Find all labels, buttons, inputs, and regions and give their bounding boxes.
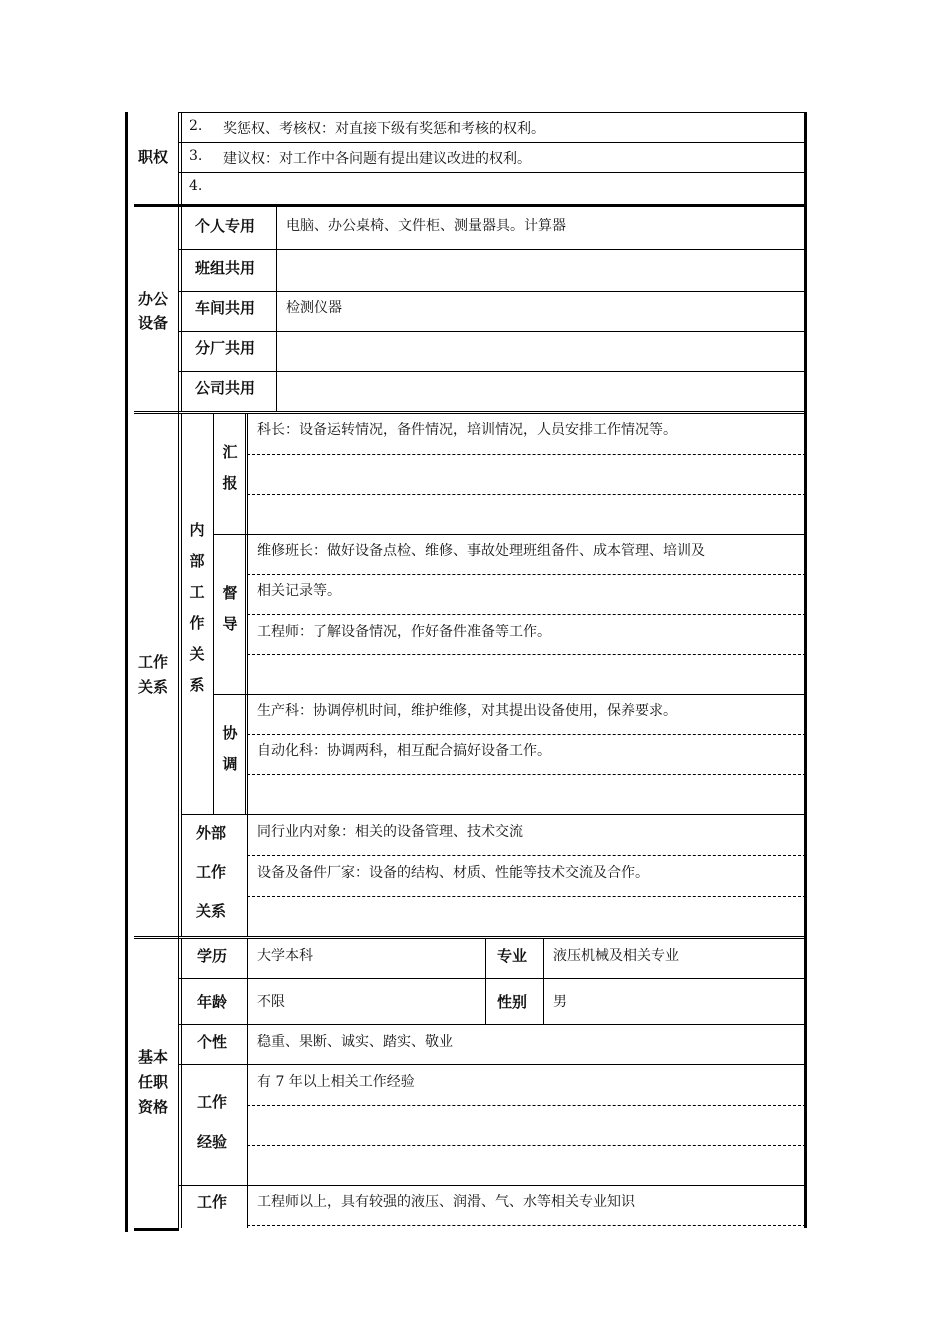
major-value: 液压机械及相关专业	[553, 948, 679, 964]
external-line: 设备及备件厂家：设备的结构、材质、性能等技术交流及合作。	[257, 865, 649, 881]
table-right-border	[804, 112, 807, 1228]
dashed-rule	[247, 1145, 806, 1146]
internal-column-divider	[213, 413, 214, 814]
dashed-rule	[247, 614, 806, 615]
dashed-rule	[247, 494, 806, 495]
gender-value: 男	[553, 994, 567, 1010]
experience-label: 工作	[197, 1093, 228, 1111]
age-label: 年龄	[197, 993, 228, 1011]
qualification-row-divider	[178, 1024, 806, 1025]
equipment-column-divider	[276, 207, 277, 412]
equipment-row-label: 车间共用	[195, 299, 256, 317]
supervise-line: 相关记录等。	[257, 583, 341, 599]
relations-section-label: 工作	[138, 653, 169, 671]
external-column-divider	[247, 814, 248, 937]
equipment-inner-border	[181, 207, 182, 412]
section-separator	[134, 204, 806, 207]
authority-row-divider	[178, 142, 806, 143]
dashed-rule	[247, 855, 806, 856]
equipment-row-divider	[178, 371, 806, 372]
education-label: 学历	[197, 947, 228, 965]
equipment-section-label: 办公	[138, 290, 169, 308]
qualification-row-divider	[178, 1064, 806, 1065]
qualification-column-divider	[485, 938, 486, 1024]
dashed-rule	[247, 1225, 806, 1226]
work-knowledge-value: 工程师以上，具有较强的液压、润滑、气、水等相关专业知识	[257, 1194, 635, 1210]
section-separator	[134, 936, 806, 937]
equipment-row-divider	[178, 291, 806, 292]
authority-section-label: 职权	[138, 148, 169, 166]
section-separator	[134, 413, 806, 414]
subtype-row-divider	[213, 534, 806, 535]
authority-inner-border	[181, 112, 182, 204]
dashed-rule	[247, 454, 806, 455]
dashed-rule	[247, 1105, 806, 1106]
major-label: 专业	[497, 947, 528, 965]
gender-label: 性别	[497, 993, 528, 1011]
equipment-row-value: 检测仪器	[286, 300, 342, 316]
report-line: 科长：设备运转情况，备件情况，培训情况，人员安排工作情况等。	[257, 422, 677, 438]
external-relations-label: 关系	[196, 902, 227, 920]
equipment-row-divider	[178, 249, 806, 250]
authority-row-divider	[178, 172, 806, 173]
education-value: 大学本科	[257, 948, 313, 964]
equipment-row-divider	[178, 331, 806, 332]
qualification-section-label: 资格	[138, 1098, 169, 1116]
authority-item-num: 3.	[189, 148, 203, 164]
authority-item-text: 奖惩权、考核权：对直接下级有奖惩和考核的权利。	[223, 121, 545, 137]
external-line: 同行业内对象：相关的设备管理、技术交流	[257, 824, 523, 840]
dashed-rule	[247, 574, 806, 575]
dashed-rule	[247, 734, 806, 735]
subtype-column-divider	[245, 413, 246, 814]
supervise-line: 维修班长：做好设备点检、维修、事故处理班组备件、成本管理、培训及	[257, 543, 705, 559]
dashed-rule	[247, 654, 806, 655]
equipment-row-label: 班组共用	[195, 259, 256, 277]
authority-item-num: 4.	[189, 178, 203, 194]
external-relations-label: 工作	[196, 863, 227, 881]
coordinate-line: 生产科：协调停机时间，维护维修，对其提出设备使用，保养要求。	[257, 703, 677, 719]
section-separator	[134, 938, 806, 939]
subtype-row-divider	[213, 694, 806, 695]
label-column-divider	[178, 112, 179, 1228]
internal-bottom-line	[181, 814, 806, 815]
qualification-row-divider	[178, 978, 806, 979]
equipment-row-label: 分厂共用	[195, 339, 256, 357]
equipment-row-label: 个人专用	[195, 217, 256, 235]
table-bottom-cut	[134, 1228, 179, 1231]
authority-top-line	[178, 112, 806, 113]
authority-item-text: 建议权：对工作中各问题有提出建议改进的权利。	[223, 151, 531, 167]
authority-item-num: 2.	[189, 118, 203, 134]
qualification-section-label: 基本	[138, 1048, 169, 1066]
qualification-column-divider	[543, 938, 544, 1024]
supervise-line: 工程师：了解设备情况，作好备件准备等工作。	[257, 624, 551, 640]
supervise-label: 督 导	[222, 584, 238, 633]
experience-label: 经验	[197, 1133, 228, 1151]
section-separator	[134, 411, 806, 412]
relations-section-label: 关系	[138, 678, 169, 696]
report-label: 汇 报	[222, 443, 238, 492]
coordinate-line: 自动化科：协调两科，相互配合搞好设备工作。	[257, 743, 551, 759]
age-value: 不限	[257, 994, 285, 1010]
table-left-border	[125, 112, 128, 1232]
external-relations-label: 外部	[196, 824, 227, 842]
coordinate-label: 协 调	[222, 724, 238, 773]
internal-relations-label: 内 部 工 作 关 系	[189, 521, 205, 694]
personality-label: 个性	[197, 1033, 228, 1051]
equipment-row-value: 电脑、办公桌椅、文件柜、测量器具。计算器	[286, 218, 566, 234]
qualification-row-divider	[178, 1185, 806, 1186]
work-knowledge-label: 工作	[197, 1193, 228, 1211]
relations-inner-border	[181, 413, 182, 937]
qualification-section-label: 任职	[138, 1073, 169, 1091]
dashed-rule	[247, 896, 806, 897]
equipment-section-label: 设备	[138, 314, 169, 332]
personality-value: 稳重、果断、诚实、踏实、敬业	[257, 1034, 453, 1050]
equipment-row-label: 公司共用	[195, 379, 256, 397]
dashed-rule	[247, 774, 806, 775]
experience-value: 有 7 年以上相关工作经验	[257, 1074, 415, 1090]
